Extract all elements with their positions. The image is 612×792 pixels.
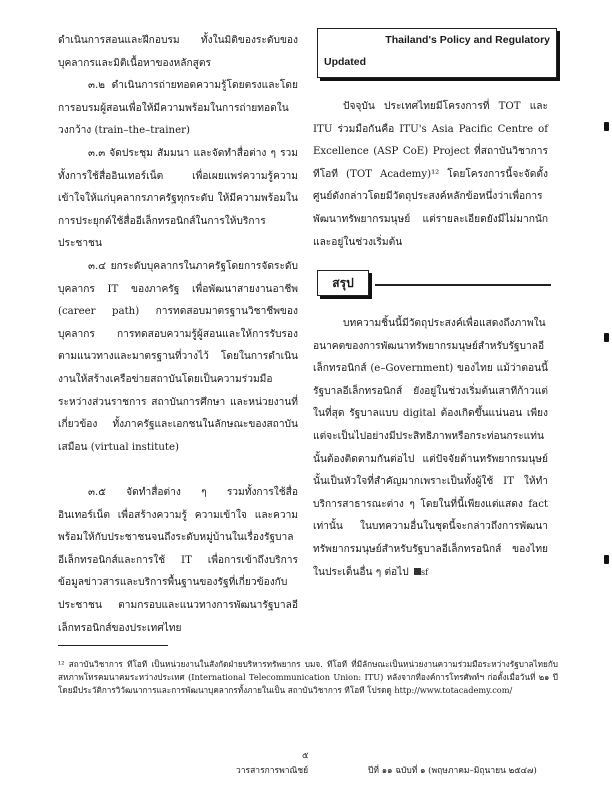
right-paragraph-policy: ปัจจุบัน ประเทศไทยมีโครงการที่ TOT และ ITU ร่วมมือกันคือ ITU's Asia Pacific Centre of Excellence (ASP CoE) Project ที่สถาบันวิชาการทีโอที (TOT Academy)¹² โดยโครงการนี้จะจัดตั้งศูนย์ดังกล่าวโดยมีวัตถุประสงค์หลักข้อหนึ่งว่าเพื่อการพัฒนาทรัพยากรมนุษย์ แต่รายละเอียดยังมีไม่มากนักและอยู่ในช่วงเริ่มต้น xyxy=(313,101,548,248)
footer-issue: ปีที่ ๑๑ ฉบับที่ ๑ (พฤษภาคม–มิถุนายน ๒๕๔๗) xyxy=(368,766,537,776)
scan-mark-middle xyxy=(604,333,609,342)
summary-text: บทความชิ้นนี้มีวัตถุประสงค์เพื่อแสดงถึงภาพในอนาคตของการพัฒนาทรัพยากรมนุษย์สำหรับรัฐบาลอีเล็กทรอนิกส์ (e–Government) ของไทย แม้ว่าตอนนี้ รัฐบาลอีเล็กทรอนิกส์ ยังอยู่ในช่วงเริ่มต้นเสาทีก้าวแต่ในที่สุด รัฐบาลแบบ digital ต้องเกิดขึ้นแน่นอน เพียงแต่จะเป็นไปอย่างมีประสิทธิภาพหรือกระท่อนกระแท่นนั้นต้องติดตามกันต่อไป แต่ปัจจัยด้านทรัพยากรมนุษย์นั้นเป็นหัวใจที่สำคัญมากเพราะเป็นทั้งผู้ใช้ IT ให้ทำบริการสาธารณะต่าง ๆ โดยในที่นี้เพียงแต่แสดง fact เท่านั้น ในบทความอื่นในชุดนี้จะกล่าวถึงการพัฒนาทรัพยากรมนุษย์สำหรับรัฐบาลอีเล็กทรอนิกส์ ของไทยในประเด็นอื่น ๆ ต่อไป xyxy=(313,318,548,578)
page-number: ๕ xyxy=(302,751,309,761)
summary-paragraph xyxy=(313,313,548,584)
footer-journal: วารสารการพาณิชย์ xyxy=(236,766,309,776)
summary-heading-box xyxy=(317,270,369,296)
left-paragraph-3-4: ๓.๔ ยกระดับบุคลากรในภาครัฐโดยการจัดระดับบุคลากร IT ของภาครัฐ เพื่อพัฒนาสายงานอาชีพ (career path) การทดสอบมาตรฐานวิชาชีพของบุคลากร การทดสอบความรู้ผู้สอนและให้การรับรองตามแนวทางและมาตรฐานที่วางไว้ โดยในการดำเนินงานให้สร้างเครือข่ายสถาบันโดยเป็นความร่วมมือระหว่างส่วนราชการ สถาบันการศึกษา และหน่วยงานที่เกี่ยวข้อง ทั้งภาครัฐและเอกชนในลักษณะของสถาบันเสมือน (virtual institute) xyxy=(58,261,298,453)
section-title-line-1: Thailand's Policy and Regulatory xyxy=(385,34,550,46)
left-paragraph-1: ดำเนินการสอนและฝึกอบรม ทั้งในมิติของระดับของบุคลากรและมิติเนื้อหาของหลักสูตร xyxy=(58,35,298,69)
left-paragraph-3-2: ๓.๒ ดำเนินการถ่ายทอดความรู้โดยตรงและโดยการอบรมผู้สอนเพื่อให้มีความพร้อมในการถ่ายทอดในวงกว้าง (train–the–trainer) xyxy=(58,80,298,137)
section-title-box xyxy=(317,28,557,78)
summary-heading: สรุป xyxy=(332,276,354,290)
footnote-rule xyxy=(58,645,168,646)
scan-mark-top xyxy=(604,122,609,131)
summary-rule xyxy=(375,284,551,286)
footnote: ¹² สถาบันวิชาการ ทีโอที เป็นหน่วยงานในสังกัดฝ่ายบริหารทรัพยากร บมจ. ทีโอที ที่มีลักษณะเป็นหน่วยงานความร่วมมือระหว่างรัฐบาลไทยกับสหภาพโทรคมนาคมระหว่างประเทศ (International Telecommunication Union: ITU) หลังจากที่องค์การโทรศัพท์ฯ ก่อตั้งเมื่อวันที่ ๒๑ ปี โดยมีประวัติการวิวัฒนาการและการพัฒนาบุคลากรทั้งภายในเป็น สถาบันวิชาการ ทีโอที โปรดดู http://www.totacademy.com/ xyxy=(58,659,558,696)
left-paragraph-3-5: ๓.๕ จัดทำสื่อต่าง ๆ รวมทั้งการใช้สื่ออินเทอร์เน็ต เพื่อสร้างความรู้ ความเข้าใจ และความพร้อมให้กับประชาชนจนถึงระดับหมู่บ้านในเรื่องรัฐบาลอีเล็กทรอนิกส์และการใช้ IT เพื่อการเข้าถึงบริการข้อมูลข่าวสารและบริการพื้นฐานของรัฐที่เกี่ยวข้องกับประชาชน ตามกรอบและแนวทางการพัฒนารัฐบาลอีเล็กทรอนิกส์ของประเทศไทย xyxy=(58,487,298,634)
scan-mark-bottom xyxy=(604,555,609,564)
section-title-line-2: Updated xyxy=(324,56,366,68)
end-mark-text: sf xyxy=(421,567,429,577)
end-mark-icon xyxy=(414,568,421,575)
left-paragraph-3-3: ๓.๓ จัดประชุม สัมมนา และจัดทำสื่อต่าง ๆ รวมทั้งการใช้สื่ออินเทอร์เน็ต เพื่อเผยแพร่ความรู้ความเข้าใจให้แก่บุคลากรภาครัฐทุกระดับ ให้มีความพร้อมในการประยุกต์ใช้สื่ออีเล็กทรอนิกส์ในการให้บริการประชาชน xyxy=(58,148,298,250)
